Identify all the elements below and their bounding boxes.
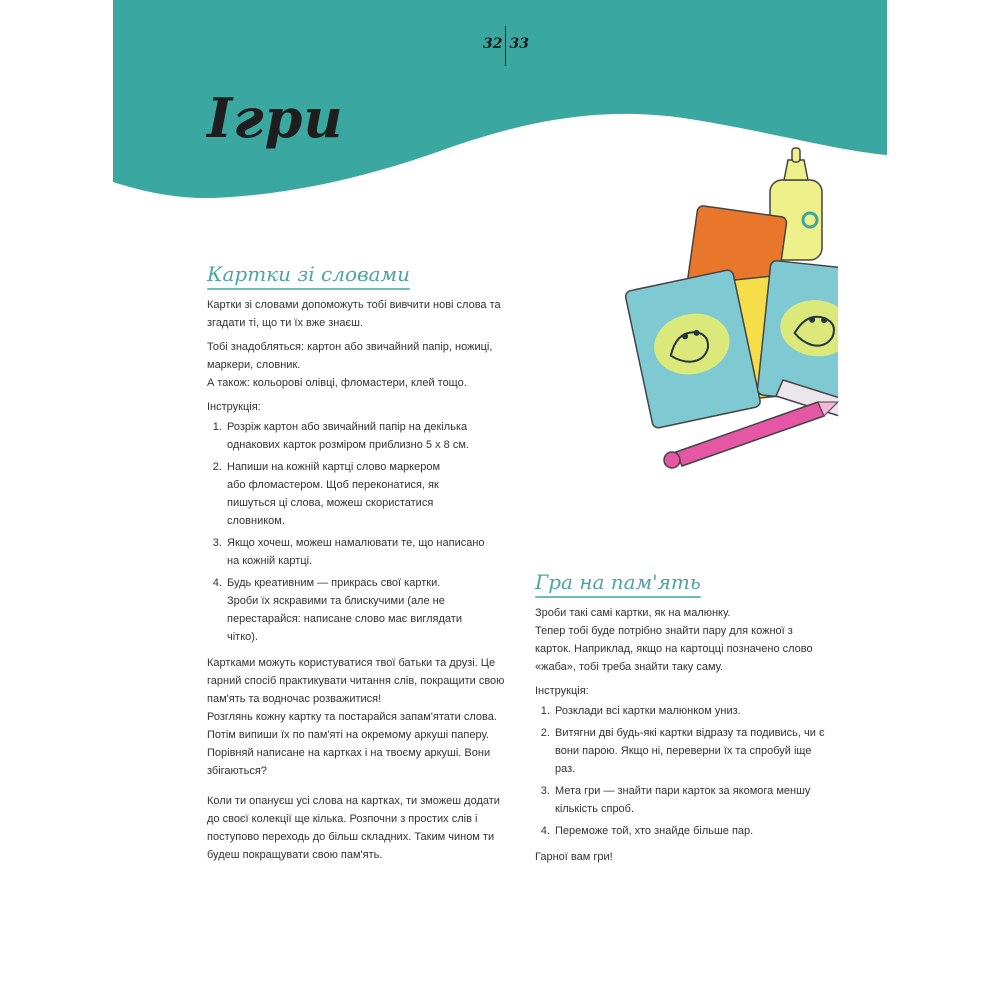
- chapter-title: Ігри: [207, 86, 344, 150]
- list-item: 2. Напиши на кожній картці слово маркером або фломастером. Щоб переконатися, як пишуться ці слова, можеш скористатися словником.: [225, 458, 512, 530]
- list-item: 2. Витягни дві будь-які картки відразу та подивись, чи є вони парою. Якщо ні, переверни їх та спробуй іще раз.: [553, 724, 825, 778]
- section-memory-game-body: [535, 604, 825, 872]
- section-title-text: Гра на пам'ять: [535, 570, 701, 594]
- page-numbers: [483, 36, 529, 66]
- section-title-memory-game: [535, 570, 701, 598]
- instructions-label: Інструкція:: [207, 401, 261, 413]
- frog-cards-illustration-icon: [548, 140, 838, 480]
- paragraph: Тобі знадобляться: картон або звичайний папір, ножиці, маркери, словник.: [207, 341, 493, 371]
- section-word-cards-body: [207, 296, 512, 870]
- paragraph: А також: кольорові олівці, фломастери, клей тощо.: [207, 377, 467, 389]
- instructions-list: [207, 418, 512, 646]
- paragraph: Розглянь кожну картку та постарайся запам'ятати слова. Потім випиши їх по пам'яті на окремому аркуші паперу. Порівняй написане на картках і на твоєму аркуші. Вони збігаються?: [207, 711, 497, 777]
- paragraph: Картки зі словами допоможуть тобі вивчити нові слова та згадати ті, що ти їх вже знаєш.: [207, 299, 501, 329]
- page-divider: [505, 26, 506, 66]
- paragraph: Коли ти опануєш усі слова на картках, ти зможеш додати до своєї колекції ще кілька. Розпочни з простих слів і поступово переходь до більш складних. Таким чином ти будеш покращувати свою пам'ять.: [207, 795, 500, 861]
- instructions-label: Інструкція:: [535, 685, 589, 697]
- title-underline: [535, 596, 701, 598]
- title-underline: [207, 288, 410, 290]
- list-item: 1. Розріж картон або звичайний папір на декілька однакових карток розміром приблизно 5 х 8 см.: [225, 418, 512, 454]
- list-item: 3. Якщо хочеш, можеш намалювати те, що написано на кожній картці.: [225, 534, 512, 570]
- list-item: 1. Розклади всі картки малюнком униз.: [553, 702, 825, 720]
- paragraph: Гарної вам гри!: [535, 851, 613, 863]
- list-item: 3. Мета гри — знайти пари карток за якомога меншу кількість спроб.: [553, 782, 825, 818]
- paragraph: Тепер тобі буде потрібно знайти пару для кожної з карток. Наприклад, якщо на картоцці позначено слово «жаба», тобі треба знайти таку саму.: [535, 625, 813, 673]
- paragraph: Картками можуть користуватися твої батьки та друзі. Це гарний спосіб практикувати читання слів, покращити свою пам'ять та водночас розважитися!: [207, 657, 505, 705]
- list-item: 4. Будь креативним — прикрась свої картки. Зроби їх яскравими та блискучими (але не перестарайся: написане слово має виглядати чітко).: [225, 574, 512, 646]
- page-number-right: 33: [509, 36, 529, 52]
- book-page: [113, 0, 887, 1000]
- section-title-word-cards: [207, 262, 410, 290]
- instructions-list: [535, 702, 825, 840]
- section-title-text: Картки зі словами: [207, 262, 411, 286]
- blue-card-right: [757, 260, 838, 405]
- list-item: 4. Переможе той, хто знайде більше пар.: [553, 822, 825, 840]
- page-number-left: 32: [483, 36, 503, 52]
- paragraph: Зроби такі самі картки, як на малюнку.: [535, 607, 731, 619]
